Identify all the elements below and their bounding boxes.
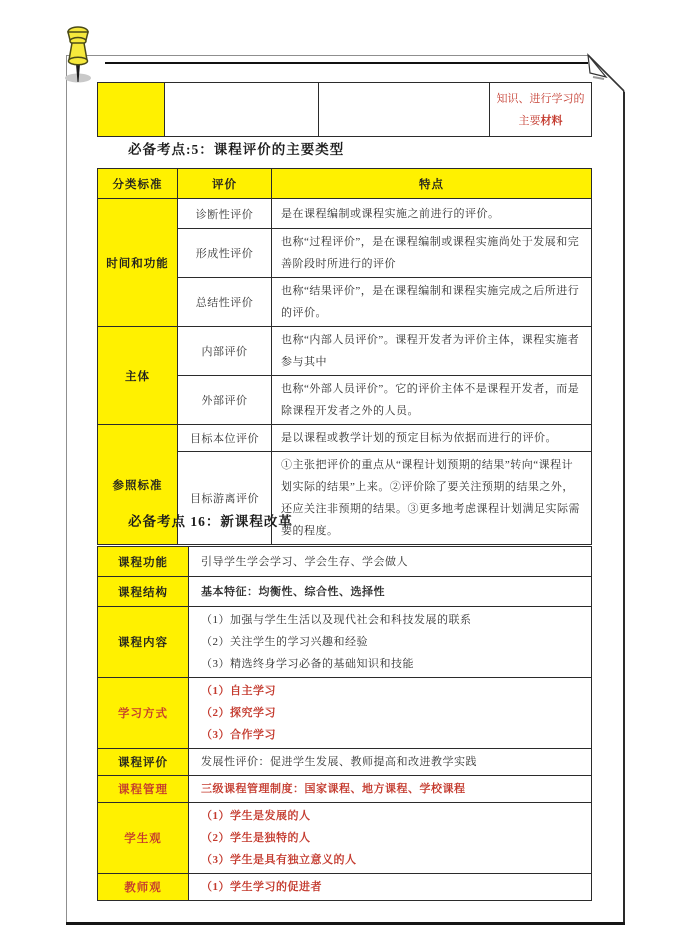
eval-name-cell: 形成性评价 bbox=[178, 229, 272, 278]
reform-content-cell bbox=[189, 678, 592, 749]
page-edge-right bbox=[623, 91, 625, 925]
table-row bbox=[98, 749, 592, 776]
content-line: （1）学生是发展的人 bbox=[201, 810, 311, 822]
content-line: （1）自主学习 bbox=[201, 685, 276, 697]
reform-content-cell bbox=[189, 874, 592, 901]
group-label-subject: 主体 bbox=[98, 327, 178, 425]
page-edge-top bbox=[66, 55, 590, 56]
eval-desc-cell: ①主张把评价的重点从“课程计划预期的结果”转向“课程计划实际的结果”上来。②评价除了要关注预期的结果之外，还应关注非预期的结果。③更多地考虑课程计划满足实际需要的程度。 bbox=[272, 452, 592, 545]
content-line: （1）加强与学生生活以及现代社会和科技发展的联系 bbox=[201, 614, 472, 626]
content-line: （3）合作学习 bbox=[201, 729, 276, 741]
reform-content-cell bbox=[189, 547, 592, 577]
curriculum-reform-table bbox=[97, 546, 592, 901]
table-row bbox=[98, 83, 592, 137]
partial-note-cell bbox=[490, 83, 592, 137]
table-header-row bbox=[98, 169, 592, 199]
group-label-reference-standard: 参照标准 bbox=[98, 425, 178, 545]
content-line: 基本特征：均衡性、综合性、选择性 bbox=[201, 585, 385, 598]
reform-label-cell: 课程评价 bbox=[98, 749, 189, 776]
eval-name-cell: 诊断性评价 bbox=[178, 199, 272, 229]
reform-content-cell bbox=[189, 577, 592, 607]
partial-empty-cell-1 bbox=[165, 83, 319, 137]
pushpin-icon bbox=[55, 22, 103, 88]
page-edge-bottom bbox=[66, 922, 625, 925]
table-row bbox=[98, 607, 592, 678]
eval-name-cell: 内部评价 bbox=[178, 327, 272, 376]
section-heading-16: 必备考点 16：新课程改革 bbox=[128, 514, 293, 529]
content-line: 三级课程管理制度：国家课程、地方课程、学校课程 bbox=[201, 783, 466, 795]
eval-desc-cell: 也称“过程评价”，是在课程编制或课程实施尚处于发展和完善阶段时所进行的评价 bbox=[272, 229, 592, 278]
content-line: （3）精选终身学习必备的基础知识和技能 bbox=[201, 658, 414, 670]
content-line: 发展性评价：促进学生发展、教师提高和改进教学实践 bbox=[201, 756, 477, 768]
table-row bbox=[98, 776, 592, 803]
table-row bbox=[98, 547, 592, 577]
reform-label-cell: 课程结构 bbox=[98, 577, 189, 607]
reform-label-cell: 课程功能 bbox=[98, 547, 189, 577]
page-edge-left bbox=[66, 55, 67, 925]
eval-desc-cell: 是以课程或教学计划的预定目标为依据而进行的评价。 bbox=[272, 425, 592, 452]
reform-label-cell: 课程管理 bbox=[98, 776, 189, 803]
reform-content-cell bbox=[189, 803, 592, 874]
table-row bbox=[98, 678, 592, 749]
eval-desc-cell: 也称“内部人员评价”。课程开发者为评价主体，课程实施者参与其中 bbox=[272, 327, 592, 376]
header-category: 分类标准 bbox=[98, 169, 178, 199]
eval-name-cell: 目标游离评价 bbox=[178, 452, 272, 545]
eval-name-cell: 总结性评价 bbox=[178, 278, 272, 327]
eval-desc-cell: 也称“外部人员评价”。它的评价主体不是课程开发者，而是除课程开发者之外的人员。 bbox=[272, 376, 592, 425]
reform-content-cell bbox=[189, 749, 592, 776]
content-line: （2）关注学生的学习兴趣和经验 bbox=[201, 636, 368, 648]
reform-label-cell: 学习方式 bbox=[98, 678, 189, 749]
group-label-time-function: 时间和功能 bbox=[98, 199, 178, 327]
reform-label-cell: 学生观 bbox=[98, 803, 189, 874]
reform-content-cell bbox=[189, 776, 592, 803]
eval-desc-cell: 也称“结果评价”，是在课程编制和课程实施完成之后所进行的评价。 bbox=[272, 278, 592, 327]
note-line-1: 知识、进行学习的 bbox=[496, 92, 585, 105]
table-row bbox=[98, 327, 592, 376]
table-row bbox=[98, 803, 592, 874]
note-line-2: 主要材料 bbox=[518, 114, 563, 127]
section-heading-5: 必备考点:5：课程评价的主要类型 bbox=[128, 142, 345, 157]
reform-content-cell bbox=[189, 607, 592, 678]
reform-label-cell: 教师观 bbox=[98, 874, 189, 901]
table-row bbox=[98, 874, 592, 901]
content-line: （3）学生是具有独立意义的人 bbox=[201, 854, 357, 866]
eval-name-cell: 外部评价 bbox=[178, 376, 272, 425]
evaluation-types-table bbox=[97, 168, 592, 545]
eval-desc-cell: 是在课程编制或课程实施之前进行的评价。 bbox=[272, 199, 592, 229]
content-line: （1）学生学习的促进者 bbox=[201, 881, 322, 893]
reform-label-cell: 课程内容 bbox=[98, 607, 189, 678]
table-row bbox=[98, 199, 592, 229]
content-line: （2）探究学习 bbox=[201, 707, 276, 719]
header-evaluation: 评价 bbox=[178, 169, 272, 199]
content-line: 引导学生学会学习、学会生存、学会做人 bbox=[201, 555, 408, 568]
content-line: （2）学生是独特的人 bbox=[201, 832, 311, 844]
partial-label-cell bbox=[98, 83, 165, 137]
partial-empty-cell-2 bbox=[319, 83, 490, 137]
top-partial-table bbox=[97, 82, 592, 137]
table-row bbox=[98, 577, 592, 607]
table-row bbox=[98, 425, 592, 452]
header-features: 特点 bbox=[272, 169, 592, 199]
top-horizontal-rule bbox=[105, 62, 588, 64]
eval-name-cell: 目标本位评价 bbox=[178, 425, 272, 452]
